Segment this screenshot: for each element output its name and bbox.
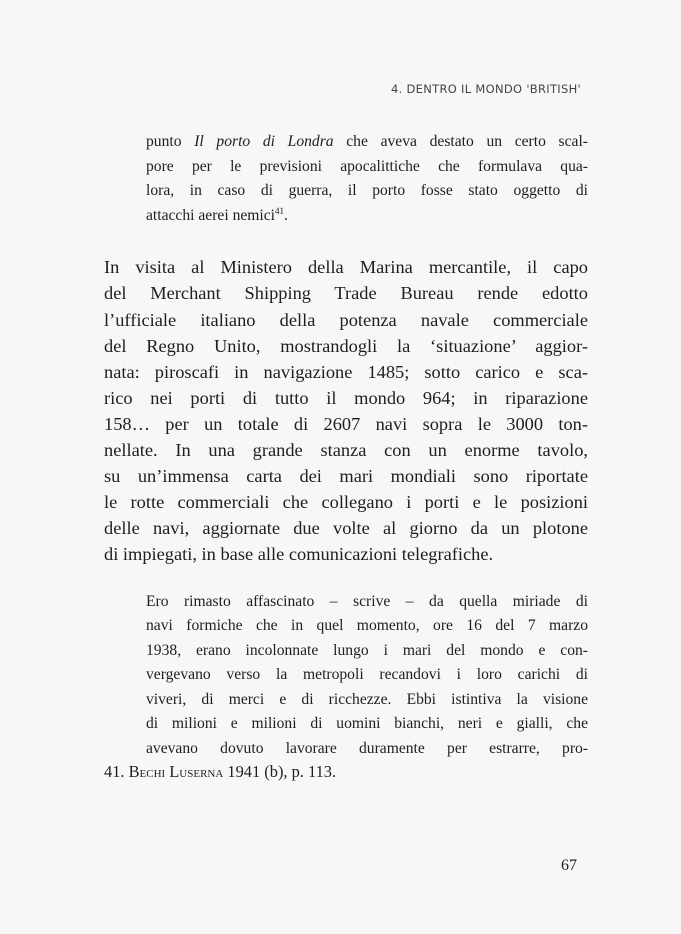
quote-line: di milioni e milioni di uomini bianchi, neri e gialli, che	[146, 715, 588, 733]
body-line: del Merchant Shipping Trade Bureau rende edotto	[104, 283, 588, 304]
body-line: In visita al Ministero della Marina mercantile, il capo	[104, 257, 588, 278]
body-line: su un’immensa carta dei mari mondiali sono riportate	[104, 466, 588, 487]
italic-title: Il porto di Londra	[194, 133, 334, 150]
quote-line: punto Il porto di Londra che aveva destato un certo scal-	[146, 133, 588, 150]
footnote-ref: 41	[275, 205, 284, 216]
body-line: di impiegati, in base alle comunicazioni telegrafiche.	[104, 544, 494, 565]
running-head: 4. DENTRO IL MONDO 'BRITISH'	[390, 82, 581, 96]
page-body	[104, 130, 588, 762]
block-quote-1	[146, 130, 588, 228]
block-quote-2	[146, 590, 588, 762]
body-line: l’ufficiale italiano della potenza navale commerciale	[104, 309, 588, 330]
quote-line: viveri, di merci e di ricchezze. Ebbi istintiva la visione	[146, 690, 588, 708]
quote-line: 1938, erano incolonnate lungo i mari del mondo e con-	[146, 641, 588, 659]
body-line: nellate. In una grande stanza con un enorme tavolo,	[104, 440, 588, 461]
body-line: del Regno Unito, mostrandogli la ‘situazione’ aggior-	[104, 335, 588, 356]
body-line: nata: piroscafi in navigazione 1485; sotto carico e sca-	[104, 361, 588, 382]
quote-line: avevano dovuto lavorare duramente per estrarre, pro-	[146, 740, 588, 758]
body-line: delle navi, aggiornate due volte al giorno da un plotone	[104, 518, 588, 539]
body-line: 158… per un totale di 2607 navi sopra le 3000 ton-	[104, 413, 588, 434]
quote-line: Ero rimasto affascinato – scrive – da quella miriade di	[146, 592, 588, 610]
quote-line: navi formiche che in quel momento, ore 16 del 7 marzo	[146, 617, 588, 635]
quote-line: attacchi aerei nemici$^{41}$.	[146, 205, 288, 224]
quote-line: vergevano verso la metropoli recandovi i loro carichi di	[146, 666, 588, 684]
page-number: 67	[561, 857, 577, 874]
quote-line: lora, in caso di guerra, il porto fosse stato oggetto di	[146, 182, 588, 200]
body-line: rico nei porti di tutto il mondo 964; in riparazione	[104, 387, 588, 408]
footnote-author: Bechi Luserna	[128, 762, 224, 781]
quote-line: pore per le previsioni apocalittiche che formulava qua-	[146, 157, 588, 175]
footnote: 41. Bechi Luserna 1941 (b), p. 113.	[104, 762, 337, 781]
body-line: le rotte commerciali che collegano i porti e le posizioni	[104, 492, 588, 513]
main-paragraph	[104, 254, 588, 567]
